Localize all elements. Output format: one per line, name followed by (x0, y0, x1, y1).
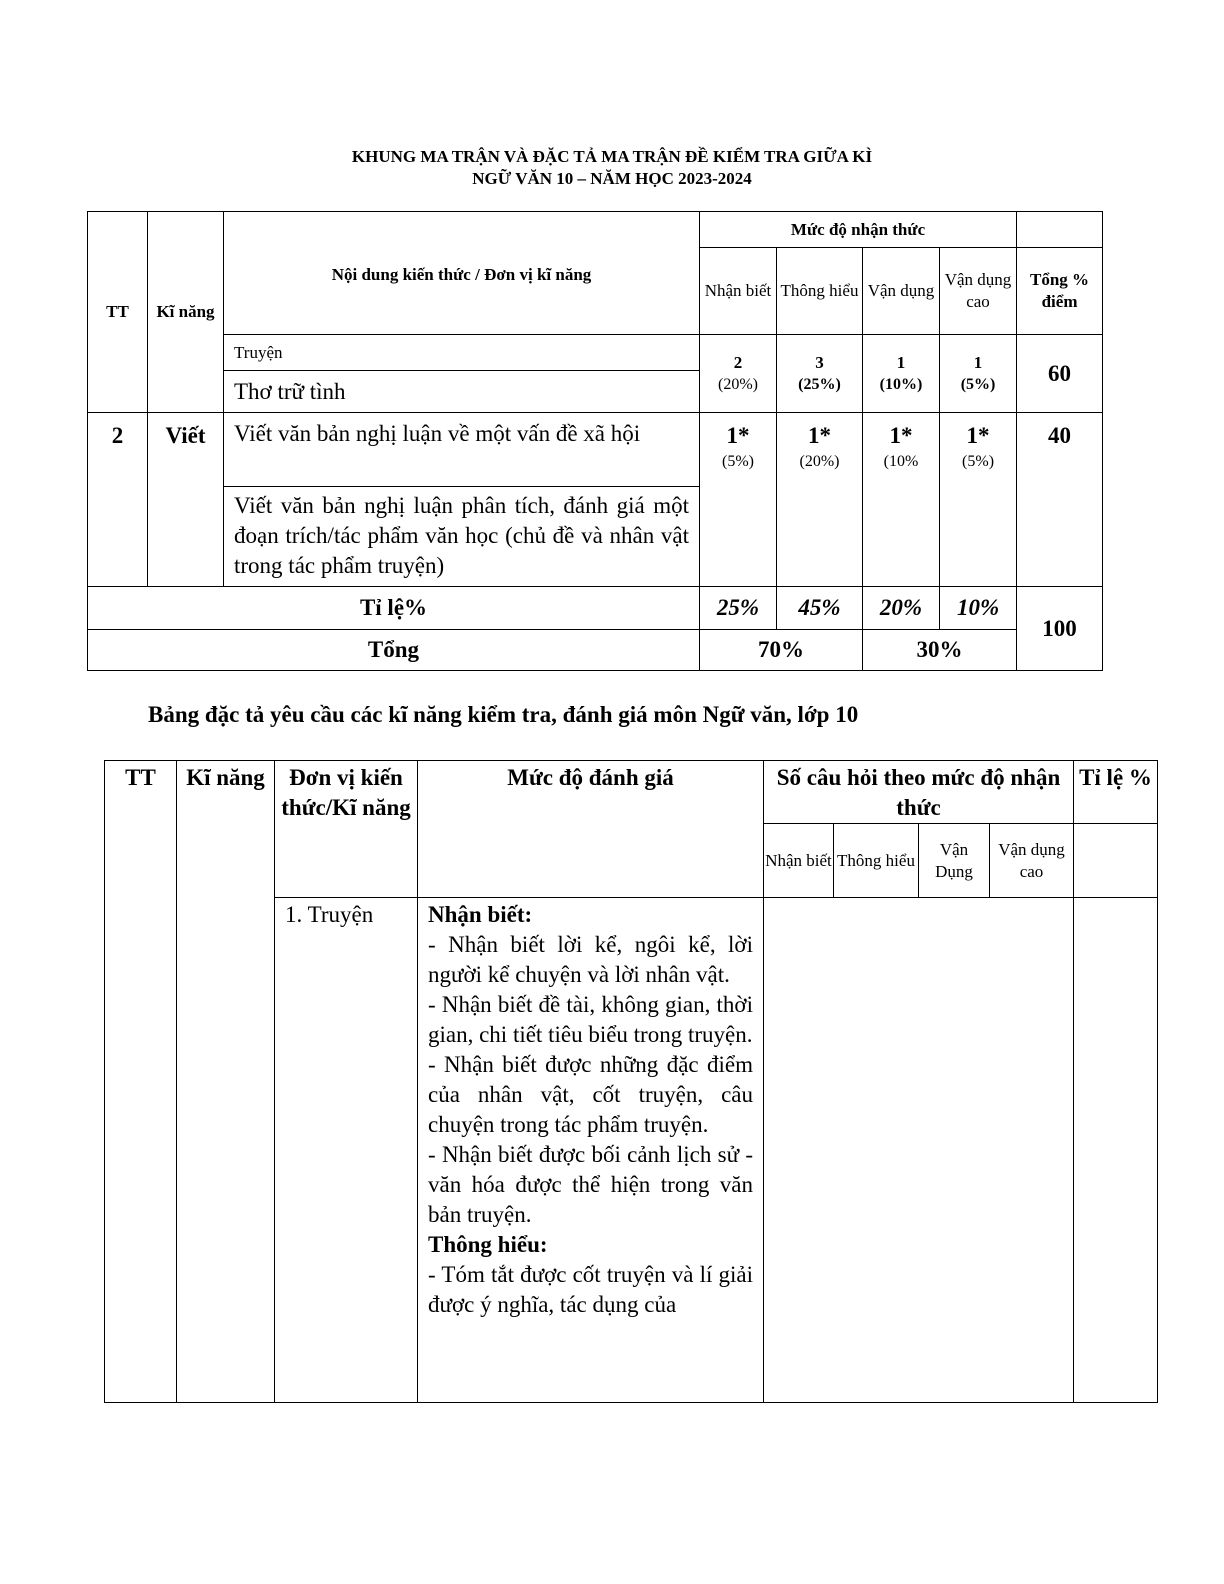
spec-header-tt: TT (105, 761, 177, 1403)
spec-header-thong-hieu: Thông hiểu (834, 824, 919, 898)
document-title-line2: NGỮ VĂN 10 – NĂM HỌC 2023-2024 (472, 169, 752, 188)
spec-header-ti-le: Tỉ lệ % (1074, 761, 1158, 824)
row1-vd: 1 (10%) (863, 335, 940, 413)
row1-th: 3 (25%) (777, 335, 863, 413)
spec-header-nhan-biet: Nhận biết (764, 824, 834, 898)
header-thong-hieu: Thông hiểu (777, 248, 863, 335)
spec-header-don-vi: Đơn vị kiến thức/Kĩ năng (275, 761, 418, 898)
spec-header-ki-nang: Kĩ năng (177, 761, 275, 1403)
spec-counts-cell (764, 898, 1074, 1403)
row2-th: 1* (20%) (777, 413, 863, 587)
spec-header-so-cau: Số câu hỏi theo mức độ nhận thức (764, 761, 1074, 824)
matrix-table (87, 211, 1103, 671)
ti-le-vd: 20% (863, 587, 940, 630)
spec-muc-do-cell (418, 898, 764, 1403)
row1-nb: 2 (20%) (700, 335, 777, 413)
spec-ti-le-cell (1074, 898, 1158, 1403)
header-van-dung-cao: Vận dụng cao (940, 248, 1017, 335)
spec-header-van-dung: Vận Dụng (919, 824, 990, 898)
ti-le-nb: 25% (700, 587, 777, 630)
unit-nghi-luan-van-hoc: Viết văn bản nghị luận phân tích, đánh giá một đoạn trích/tác phẩm văn học (chủ đề và nhân vật trong tác phẩm truyện) (224, 487, 700, 587)
ti-le-label: Tỉ lệ% (88, 587, 700, 630)
spec-unit-truyen: 1. Truyện (275, 898, 418, 1403)
row2-total: 40 (1017, 413, 1103, 587)
ti-le-th: 45% (777, 587, 863, 630)
spec-header-van-dung-cao: Vận dụng cao (990, 824, 1074, 898)
thong-hieu-title: Thông hiểu: (428, 1232, 548, 1257)
tong-label: Tổng (88, 630, 700, 671)
nb-item: - Nhận biết được những đặc điểm của nhân vật, cốt truyện, câu chuyện trong tác phẩm truyện. (428, 1052, 753, 1137)
header-muc-do: Mức độ nhận thức (700, 212, 1017, 248)
spec-header-muc-do: Mức độ đánh giá (418, 761, 764, 898)
header-noi-dung: Nội dung kiến thức / Đơn vị kĩ năng (224, 212, 700, 335)
row1-vdc: 1 (5%) (940, 335, 1017, 413)
nb-item: - Nhận biết được bối cảnh lịch sử - văn hóa được thể hiện trong văn bản truyện. (428, 1142, 753, 1227)
nhan-biet-title: Nhận biết: (428, 902, 533, 927)
header-ki-nang: Kĩ năng (148, 212, 224, 413)
ti-le-vdc: 10% (940, 587, 1017, 630)
row2-nb: 1* (5%) (700, 413, 777, 587)
row2-skill: Viết (148, 413, 224, 587)
header-tt: TT (88, 212, 148, 413)
unit-nghi-luan-xa-hoi: Viết văn bản nghị luận về một vấn đề xã hội (224, 413, 700, 487)
grand-total: 100 (1017, 587, 1103, 671)
row1-total: 60 (1017, 335, 1103, 413)
row2-vd: 1* (10% (863, 413, 940, 587)
header-van-dung: Vận dụng (863, 248, 940, 335)
tong-left: 70% (700, 630, 863, 671)
header-nhan-biet: Nhận biết (700, 248, 777, 335)
header-empty-cell (1017, 212, 1103, 248)
spec-heading: Bảng đặc tả yêu cầu các kĩ năng kiểm tra, đánh giá môn Ngữ văn, lớp 10 (148, 702, 859, 727)
row2-tt: 2 (88, 413, 148, 587)
th-item: - Tóm tắt được cốt truyện và lí giải được ý nghĩa, tác dụng của (428, 1262, 753, 1317)
header-tong-diem: Tổng % điểm (1017, 248, 1103, 335)
spec-table (104, 760, 1158, 1403)
nb-item: - Nhận biết đề tài, không gian, thời gian, chi tiết tiêu biểu trong truyện. (428, 992, 753, 1047)
row2-vdc: 1* (5%) (940, 413, 1017, 587)
document-title-line1: KHUNG MA TRẬN VÀ ĐẶC TẢ MA TRẬN ĐỀ KIỂM TRA GIỮA KÌ (351, 147, 873, 166)
nb-item: - Nhận biết lời kể, ngôi kể, lời người kể chuyện và lời nhân vật. (428, 932, 753, 987)
unit-tho-tru-tinh: Thơ trữ tình (224, 371, 700, 413)
unit-truyen: Truyện (224, 335, 700, 371)
tong-right: 30% (863, 630, 1017, 671)
spec-header-empty (1074, 824, 1158, 898)
